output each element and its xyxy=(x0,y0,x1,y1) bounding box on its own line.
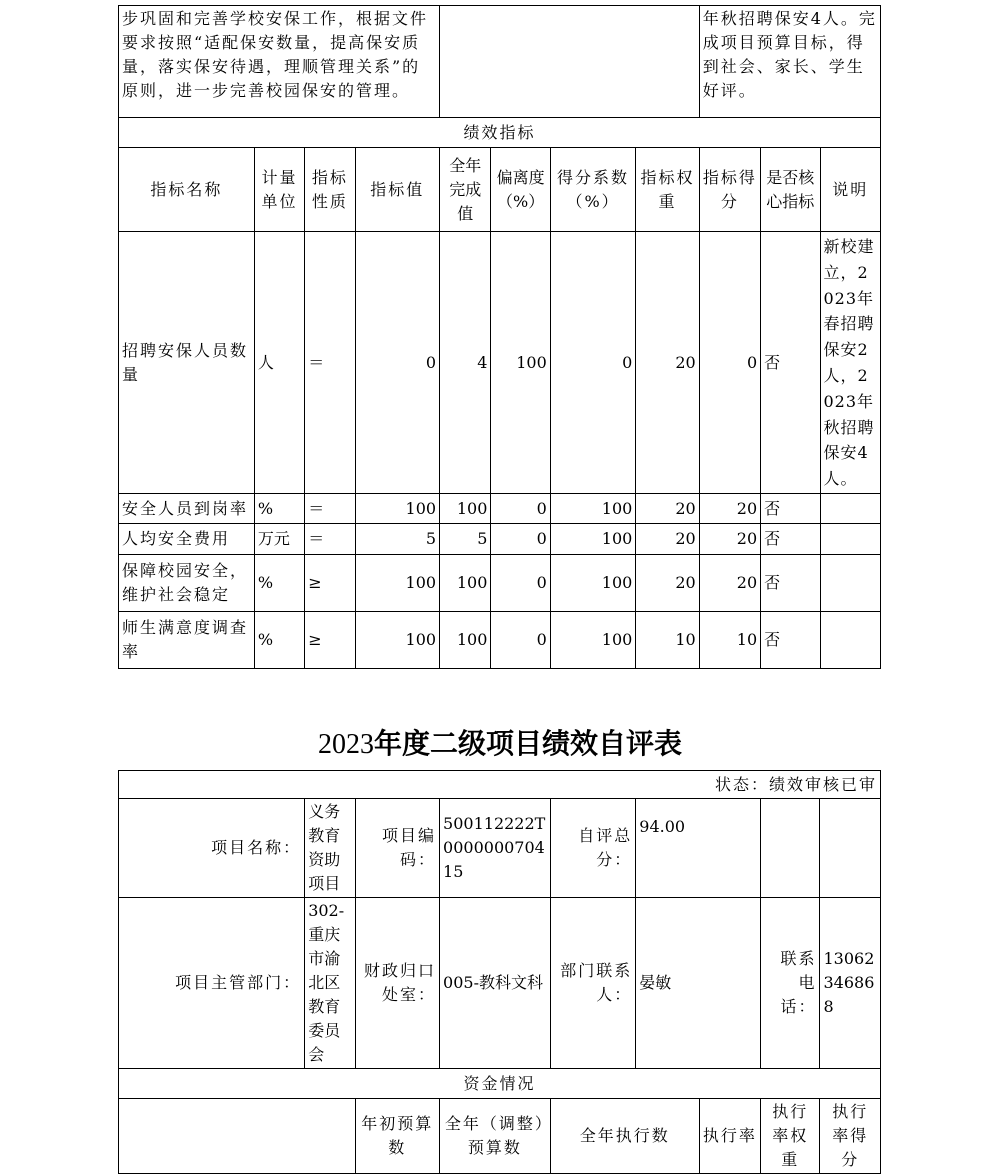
note-cell xyxy=(820,555,881,612)
deviation-value: 100 xyxy=(491,232,550,494)
header-cell: 指标权重 xyxy=(636,148,699,232)
project-code-label: 项目编码： xyxy=(355,799,440,898)
unit-cell: % xyxy=(254,494,304,524)
note-cell: 新校建立，2023年春招聘保安2人，2023年秋招聘保安4人。 xyxy=(820,232,881,494)
funds-header-cell: 年初预算数 xyxy=(355,1099,440,1174)
funds-header-cell: 全年执行数 xyxy=(550,1099,699,1174)
core-flag: 否 xyxy=(761,612,820,669)
core-flag: 否 xyxy=(761,524,820,555)
indicator-name: 保障校园安全，维护社会稳定 xyxy=(119,555,255,612)
content-left-cell: 步巩固和完善学校安保工作，根据文件要求按照“适配保安数量，提高保安质量，落实保安待遇，理顺管理关系”的原则，进一步完善校园保安的管理。 xyxy=(119,6,440,118)
header-cell: 全年完成值 xyxy=(440,148,491,232)
header-cell: 计量单位 xyxy=(254,148,304,232)
deviation-value: 0 xyxy=(491,494,550,524)
table-row xyxy=(119,232,881,494)
core-flag: 否 xyxy=(761,494,820,524)
nature-cell: ≥ xyxy=(305,555,355,612)
header-cell: 指标值 xyxy=(355,148,440,232)
project-info-table xyxy=(118,770,881,1174)
empty-cell xyxy=(820,799,881,898)
unit-cell: % xyxy=(254,612,304,669)
project-name-label: 项目名称： xyxy=(119,799,305,898)
weight-value: 20 xyxy=(636,555,699,612)
finance-value: 005-教科文科 xyxy=(440,898,551,1069)
finance-label: 财政归口处室： xyxy=(355,898,440,1069)
score-coef: 100 xyxy=(550,555,636,612)
score-coef: 100 xyxy=(550,494,636,524)
report-title xyxy=(0,724,1000,765)
core-flag: 否 xyxy=(761,555,820,612)
score-value: 20 xyxy=(699,494,760,524)
score-coef: 0 xyxy=(550,232,636,494)
score-value: 10 xyxy=(699,612,760,669)
target-value: 5 xyxy=(355,524,440,555)
header-row xyxy=(119,148,881,232)
content-right-cell: 年秋招聘保安4人。完成项目预算目标，得到社会、家长、学生好评。 xyxy=(699,6,880,118)
note-cell xyxy=(820,524,881,555)
score-coef: 100 xyxy=(550,524,636,555)
report-title-text: 年度二级项目绩效自评表 xyxy=(373,727,682,760)
score-value: 20 xyxy=(699,555,760,612)
target-value: 0 xyxy=(355,232,440,494)
content-mid-cell xyxy=(440,6,700,118)
header-cell: 得分系数（%） xyxy=(550,148,636,232)
empty-cell xyxy=(119,1099,356,1174)
table-row xyxy=(119,494,881,524)
phone-value: 13062346868 xyxy=(820,898,881,1069)
weight-value: 20 xyxy=(636,494,699,524)
performance-table xyxy=(118,5,881,669)
deviation-value: 0 xyxy=(491,612,550,669)
indicator-name: 安全人员到岗率 xyxy=(119,494,255,524)
score-value: 94.00 xyxy=(636,799,761,898)
table-row xyxy=(119,524,881,555)
weight-value: 20 xyxy=(636,232,699,494)
contact-label: 部门联系人： xyxy=(550,898,636,1069)
score-value: 20 xyxy=(699,524,760,555)
score-value: 0 xyxy=(699,232,760,494)
header-cell: 说明 xyxy=(820,148,881,232)
score-coef: 100 xyxy=(550,612,636,669)
header-cell: 偏离度（%） xyxy=(491,148,550,232)
core-flag: 否 xyxy=(761,232,820,494)
actual-value: 5 xyxy=(440,524,491,555)
header-cell: 是否核心指标 xyxy=(761,148,820,232)
funds-header-cell: 全年（调整）预算数 xyxy=(440,1099,551,1174)
project-name-value: 义务教育资助项目 xyxy=(305,799,355,898)
actual-value: 100 xyxy=(440,555,491,612)
weight-value: 10 xyxy=(636,612,699,669)
note-cell xyxy=(820,612,881,669)
dept-value: 302-重庆市渝北区教育委员会 xyxy=(305,898,355,1069)
deviation-value: 0 xyxy=(491,555,550,612)
dept-label: 项目主管部门： xyxy=(119,898,305,1069)
section-title: 绩效指标 xyxy=(119,118,881,148)
unit-cell: 万元 xyxy=(254,524,304,555)
actual-value: 100 xyxy=(440,612,491,669)
status-badge: 状态：绩效审核已审 xyxy=(119,771,881,799)
project-code-value: 500112222T000000070415 xyxy=(440,799,551,898)
note-cell xyxy=(820,494,881,524)
deviation-value: 0 xyxy=(491,524,550,555)
indicator-name: 招聘安保人员数量 xyxy=(119,232,255,494)
target-value: 100 xyxy=(355,494,440,524)
indicator-name: 师生满意度调查率 xyxy=(119,612,255,669)
phone-label: 联系电话： xyxy=(761,898,820,1069)
score-label: 自评总分： xyxy=(550,799,636,898)
table-row xyxy=(119,555,881,612)
nature-cell: ＝ xyxy=(305,494,355,524)
funds-header-cell: 执行率得分 xyxy=(820,1099,881,1174)
table-row xyxy=(119,612,881,669)
nature-cell: ≥ xyxy=(305,612,355,669)
actual-value: 100 xyxy=(440,494,491,524)
funds-header-cell: 执行率 xyxy=(699,1099,760,1174)
funds-section-title: 资金情况 xyxy=(119,1069,881,1099)
target-value: 100 xyxy=(355,612,440,669)
nature-cell: ＝ xyxy=(305,232,355,494)
funds-header-cell: 执行率权重 xyxy=(761,1099,820,1174)
nature-cell: ＝ xyxy=(305,524,355,555)
weight-value: 20 xyxy=(636,524,699,555)
indicator-name: 人均安全费用 xyxy=(119,524,255,555)
unit-cell: % xyxy=(254,555,304,612)
contact-value: 晏敏 xyxy=(636,898,761,1069)
funds-header-row xyxy=(119,1099,881,1174)
empty-cell xyxy=(761,799,820,898)
unit-cell: 人 xyxy=(254,232,304,494)
header-cell: 指标性质 xyxy=(305,148,355,232)
header-cell: 指标得分 xyxy=(699,148,760,232)
report-title-year: 2023 xyxy=(317,729,374,760)
header-cell: 指标名称 xyxy=(119,148,255,232)
target-value: 100 xyxy=(355,555,440,612)
actual-value: 4 xyxy=(440,232,491,494)
